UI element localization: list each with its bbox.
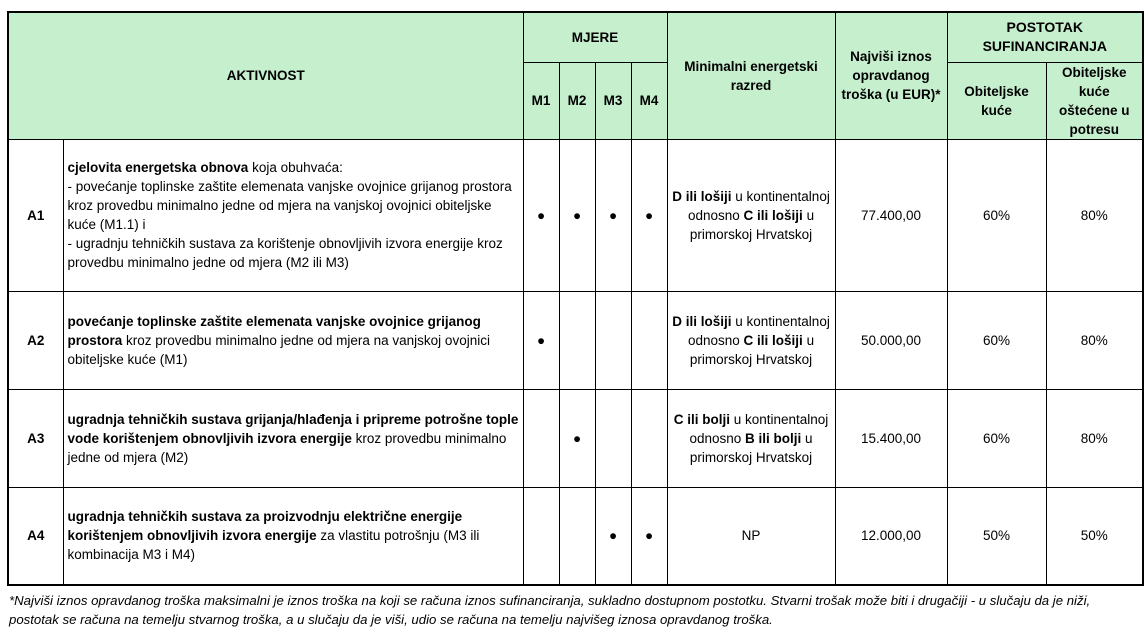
m2-mark (559, 291, 595, 389)
header-m4: M4 (631, 62, 667, 139)
m3-mark: ● (595, 139, 631, 291)
percent-obiteljske: 60% (947, 139, 1046, 291)
header-aktivnost: AKTIVNOST (8, 12, 523, 139)
max-cost: 15.400,00 (835, 389, 947, 487)
energy-class: NP (667, 487, 835, 585)
row-description (63, 487, 523, 585)
percent-ostecene: 80% (1046, 291, 1143, 389)
m1-mark: ● (523, 139, 559, 291)
m4-mark (631, 389, 667, 487)
m1-mark (523, 487, 559, 585)
row-code: A3 (8, 389, 63, 487)
m1-mark: ● (523, 291, 559, 389)
header-max-iznos: Najviši iznos opravdanog troška (u EUR)* (835, 12, 947, 139)
description-line: koja obuhvaća: (248, 160, 343, 175)
description-bold: ugradnja tehničkih sustava za proizvodnju električne energije korištenjem obnovljivih izvora energije (67, 509, 463, 544)
m3-mark: ● (595, 487, 631, 585)
max-cost: 12.000,00 (835, 487, 947, 585)
m2-mark: ● (559, 139, 595, 291)
footnote: *Najviši iznos opravdanog troška maksimalni je iznos troška na koji se računa iznos sufinanciranja, sukladno dostupnom postotku. Stvarni trošak može biti i drugačiji - u slučaju da je niži, postotak se računa na temelju stvarnog troška, a u slučaju da je viši, udio se računa na temelju najvišeg iznosa opravdanog troška. (9, 593, 1091, 627)
row-code: A2 (8, 291, 63, 389)
m2-mark (559, 487, 595, 585)
description-line: - ugradnju tehničkih sustava za korištenje obnovljivih izvora energije kroz provedbu minimalno jedne od mjera (M2 ili M3) (67, 236, 503, 270)
class-coastal: C ili lošiji (743, 207, 803, 223)
class-text: u primorskoj Hrvatskoj (689, 332, 815, 367)
header-m1: M1 (523, 62, 559, 139)
subsidy-table (7, 11, 1144, 586)
max-cost: 50.000,00 (835, 291, 947, 389)
m2-mark: ● (559, 389, 595, 487)
energy-class (667, 291, 835, 389)
header-obiteljske: Obiteljske kuće (947, 62, 1046, 139)
percent-ostecene: 80% (1046, 389, 1143, 487)
description-bold: ugradnja tehničkih sustava grijanja/hlađenja i pripreme potrošne tople vode korištenjem obnovljivih izvora energije (67, 411, 519, 446)
header-m3: M3 (595, 62, 631, 139)
class-text: u kontinentalnoj odnosno (689, 411, 829, 446)
class-continental: C ili bolji (673, 411, 730, 427)
description-rest: kroz provedbu minimalno jedne od mjera (M2) (67, 430, 507, 465)
percent-ostecene: 50% (1046, 487, 1143, 585)
header-mjere: MJERE (523, 12, 667, 62)
description-rest: za vlastitu potrošnju (M3 ili kombinacija M3 i M4) (67, 528, 480, 563)
percent-obiteljske: 60% (947, 389, 1046, 487)
table-row (8, 487, 1143, 585)
row-description (63, 389, 523, 487)
class-coastal: B ili bolji (745, 430, 802, 446)
table-row (8, 291, 1143, 389)
m3-mark (595, 291, 631, 389)
max-cost: 77.400,00 (835, 139, 947, 291)
row-code: A1 (8, 139, 63, 291)
m4-mark (631, 291, 667, 389)
row-description (63, 291, 523, 389)
description-rest: kroz provedbu minimalno jedne od mjera na vanjskoj ovojnici obiteljske kuće (M1) (67, 332, 490, 367)
table-row (8, 389, 1143, 487)
class-continental: D ili lošiji (672, 313, 732, 329)
row-code: A4 (8, 487, 63, 585)
class-text: u kontinentalnoj odnosno (687, 188, 830, 223)
table-row (8, 139, 1143, 291)
header-min-razred: Minimalni energetski razred (667, 12, 835, 139)
percent-obiteljske: 50% (947, 487, 1046, 585)
header-postotak: POSTOTAK SUFINANCIRANJA (947, 12, 1143, 62)
class-text: u primorskoj Hrvatskoj (689, 207, 815, 242)
m4-mark: ● (631, 487, 667, 585)
energy-class (667, 139, 835, 291)
description-bold: cjelovita energetska obnova (67, 160, 249, 175)
class-coastal: C ili lošiji (743, 332, 803, 348)
percent-ostecene: 80% (1046, 139, 1143, 291)
class-text: u primorskoj Hrvatskoj (689, 430, 813, 465)
m3-mark (595, 389, 631, 487)
row-description (63, 139, 523, 291)
description-bold: povećanje toplinske zaštite elemenata vanjske ovojnice grijanog prostora (67, 313, 481, 348)
energy-class (667, 389, 835, 487)
header-ostecene: Obiteljske kuće oštećene u potresu (1046, 62, 1143, 139)
header-m2: M2 (559, 62, 595, 139)
percent-obiteljske: 60% (947, 291, 1046, 389)
m4-mark: ● (631, 139, 667, 291)
class-text: u kontinentalnoj odnosno (687, 313, 830, 348)
description-line: - povećanje toplinske zaštite elemenata vanjske ovojnice grijanog prostora kroz provedbu minimalno jedne od mjera na vanjskoj ovojnici obiteljske kuće (M1.1) i (67, 179, 512, 232)
class-continental: D ili lošiji (672, 188, 732, 204)
m1-mark (523, 389, 559, 487)
